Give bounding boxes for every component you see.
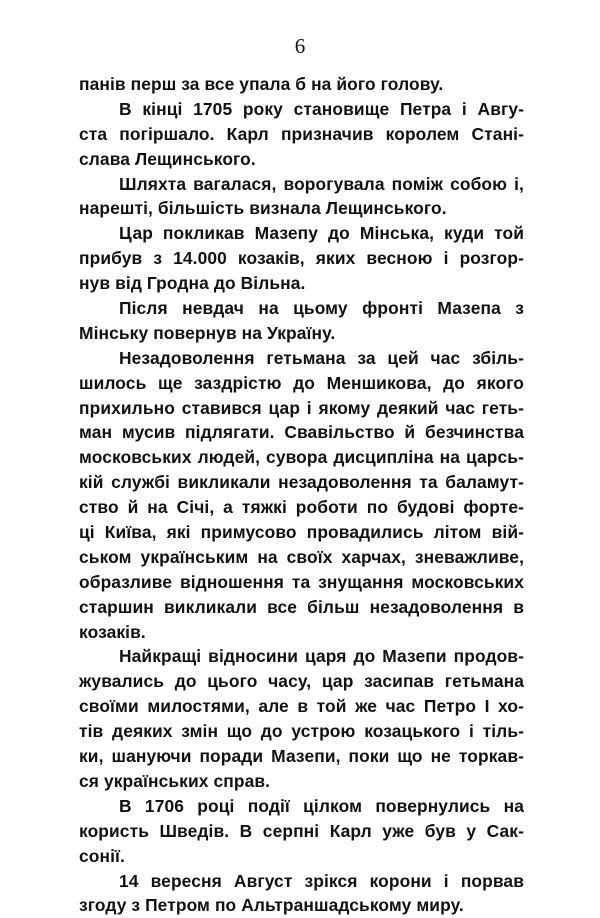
text-line: козаків. <box>79 621 146 642</box>
text-line: московських людей, сувора дисципліна на царсь- <box>79 447 524 468</box>
text-line: жувались до цього часу, цар засипав гетьмана <box>79 671 524 692</box>
text-line: користь Шведів. В серпні Карл уже був у Сак- <box>79 820 524 841</box>
text-line: ки, шануючи поради Мазепи, поки що не торкав- <box>79 746 524 767</box>
text-line: Після невдач на цьому фронті Мазепа з <box>119 298 524 319</box>
text-line: ся українських справ. <box>79 770 271 791</box>
text-line: В кінці 1705 року становище Петра і Авгу- <box>119 98 524 119</box>
text-line: ман мусив підлягати. Свавільство й безчинства <box>79 422 524 443</box>
text-line: прибув з 14.000 козаків, яких весною і розгор- <box>79 248 524 269</box>
text-line: згоду з Петром по Альтраншадському миру. <box>79 895 464 916</box>
text-line: Цар покликав Мазепу до Мінська, куди той <box>119 223 524 244</box>
text-line: Шляхта вагалася, ворогувала поміж собою і, <box>119 173 524 194</box>
text-line: нарешті, більшість визнала Лещинського. <box>79 198 447 219</box>
text-line: Мінську повернув на Україну. <box>79 322 336 343</box>
text-line: нув від Гродна до Вільна. <box>79 273 306 294</box>
text-line: Незадоволення гетьмана за цей час збіль- <box>119 347 524 368</box>
text-line: слава Лещинського. <box>79 148 256 169</box>
text-line: шилось ще заздрістю до Меншикова, до якого <box>79 372 524 393</box>
text-line: своїми милостями, але в той же час Петро І хо- <box>79 696 524 717</box>
page-number: 6 <box>294 34 306 58</box>
text-line: старшин викликали все більш незадоволення в <box>79 596 524 617</box>
text-line: ста погіршало. Карл призначив королем Стані- <box>79 123 524 144</box>
text-line: ці Київа, які примусово провадились літом вій- <box>79 522 524 543</box>
text-line: сонії. <box>79 845 125 866</box>
text-line: ство й на Січі, а тяжкі роботи по будові форте- <box>79 497 524 518</box>
text-line: 14 вересня Август зрікся корони і порвав <box>119 870 524 891</box>
text-line: тів деяких змін що до устрою козацького і тіль- <box>79 721 524 742</box>
body-text <box>79 72 524 918</box>
text-line: В 1706 році події цілком повернулись на <box>119 795 524 816</box>
text-line: кій службі викликали незадоволення та баламут- <box>79 472 524 493</box>
text-line: панів перш за все упала б на його голову. <box>79 74 444 94</box>
text-line: прихильно ставився цар і якому деякий час геть- <box>79 397 524 418</box>
text-line: Найкращі відносини царя до Мазепи продов- <box>119 646 524 667</box>
text-line: образливе відношення та знущання московських <box>79 571 524 592</box>
text-line: ськом українським на своїх харчах, зневажливе, <box>79 546 524 567</box>
